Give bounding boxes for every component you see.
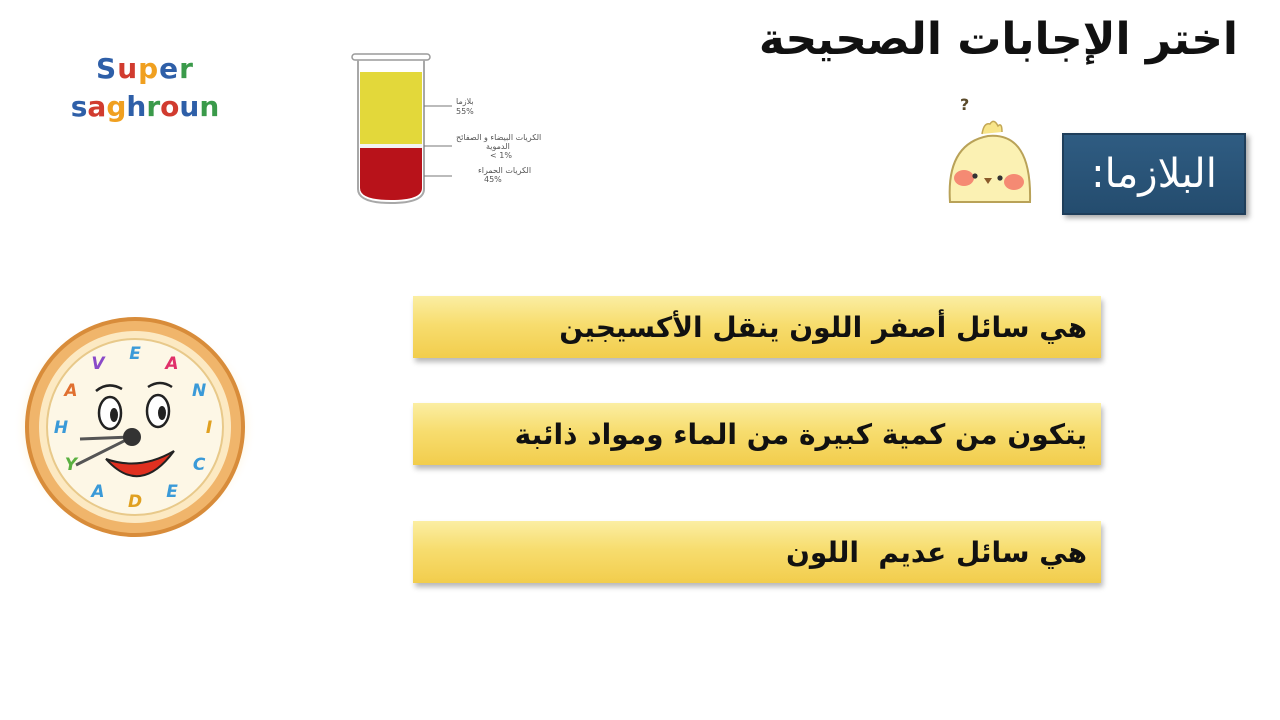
rbc-percent: 45% bbox=[484, 175, 502, 184]
clock-letter: H bbox=[53, 418, 69, 438]
red-cells-layer bbox=[360, 148, 422, 200]
wbc-percent: < 1% bbox=[490, 151, 512, 160]
clock-letter: A bbox=[165, 353, 179, 374]
logo-letter: u bbox=[117, 52, 139, 85]
logo-letter: s bbox=[70, 90, 88, 123]
have-a-nice-day-clock bbox=[10, 315, 260, 545]
logo-letter: h bbox=[126, 90, 147, 123]
question-mark-icon: ? bbox=[960, 95, 970, 114]
clock-letter: A bbox=[64, 381, 78, 401]
buffy-coat-layer bbox=[360, 144, 422, 148]
logo-letter: g bbox=[106, 90, 127, 123]
chick-eye-left bbox=[972, 173, 977, 178]
logo-line-2 bbox=[60, 88, 230, 126]
logo-letter: u bbox=[179, 90, 200, 123]
clock-face bbox=[47, 339, 223, 515]
clock-letter: C bbox=[192, 455, 206, 475]
clock-letter: D bbox=[127, 492, 143, 512]
logo-letter: p bbox=[138, 52, 160, 85]
clock-pupil-left bbox=[110, 408, 118, 422]
clock-center bbox=[123, 428, 141, 446]
logo bbox=[60, 50, 230, 126]
logo-letter: S bbox=[96, 52, 118, 85]
subject-box: البلازما: bbox=[1062, 133, 1246, 215]
tube-rim bbox=[352, 54, 430, 60]
chick-cheek-left bbox=[954, 170, 974, 186]
logo-letter: o bbox=[160, 90, 180, 123]
clock-letter: V bbox=[91, 353, 105, 374]
logo-letter: a bbox=[87, 90, 107, 123]
plasma-percent: 55% bbox=[456, 107, 474, 116]
clock-letter: N bbox=[191, 381, 207, 401]
rbc-label: الكريات الحمراء bbox=[478, 166, 532, 175]
clock-letter: E bbox=[166, 482, 178, 503]
page-title: اختر الإجابات الصحيحة bbox=[758, 14, 1238, 65]
answer-option-1[interactable]: هي سائل أصفر اللون ينقل الأكسيجين bbox=[413, 296, 1101, 358]
wbc-label: الكريات البيضاء و الصفائح bbox=[456, 133, 542, 142]
chick-eye-right bbox=[997, 175, 1002, 180]
clock-pupil-right bbox=[158, 406, 166, 420]
plasma-layer bbox=[360, 72, 422, 146]
logo-line-1 bbox=[60, 50, 230, 88]
clock-letter: A bbox=[91, 482, 105, 503]
clock-letter: E bbox=[129, 344, 141, 364]
logo-letter: r bbox=[146, 90, 161, 123]
clock-letter: I bbox=[205, 418, 213, 438]
logo-letter: r bbox=[179, 52, 194, 85]
chick-body bbox=[950, 136, 1030, 202]
blood-tube-diagram bbox=[340, 48, 580, 208]
chick-icon bbox=[942, 92, 1042, 204]
logo-letter: e bbox=[159, 52, 180, 85]
wbc-label-2: الدموية bbox=[486, 142, 510, 151]
plasma-label: بلازما bbox=[456, 97, 474, 106]
logo-letter: n bbox=[199, 90, 220, 123]
answer-option-3[interactable]: هي سائل عديم اللون bbox=[413, 521, 1101, 583]
chick-crest bbox=[982, 121, 1002, 134]
clock-letter: Y bbox=[64, 455, 78, 475]
answer-option-2[interactable]: يتكون من كمية كبيرة من الماء ومواد ذائبة bbox=[413, 403, 1101, 465]
chick-cheek-right bbox=[1004, 174, 1024, 190]
